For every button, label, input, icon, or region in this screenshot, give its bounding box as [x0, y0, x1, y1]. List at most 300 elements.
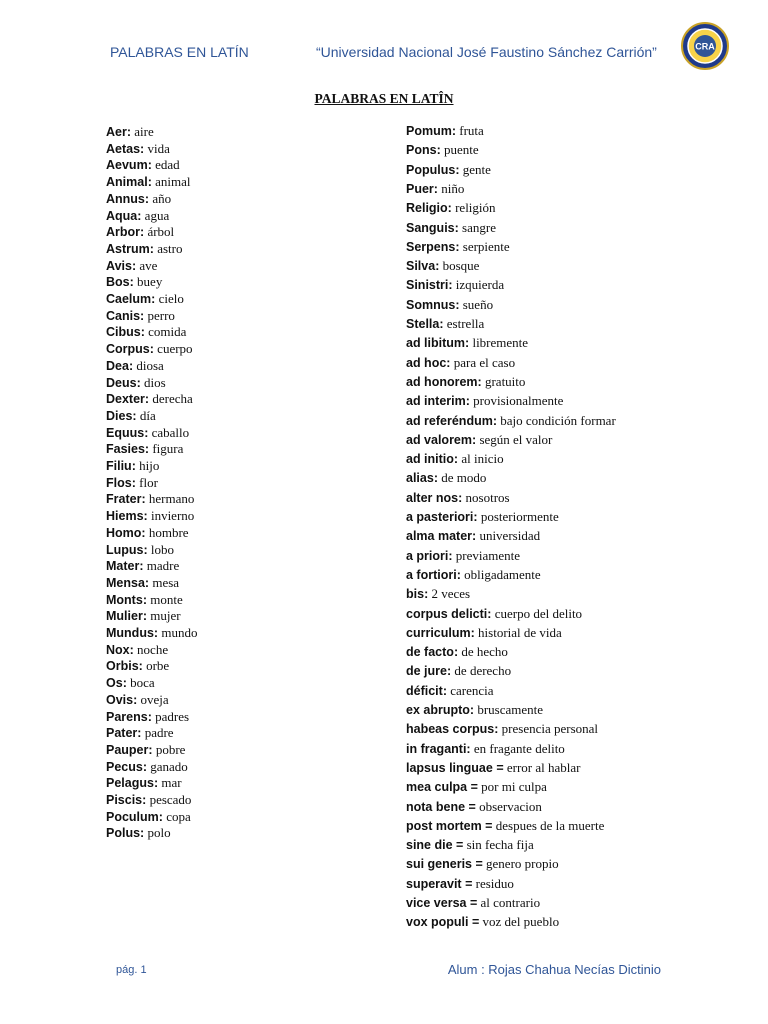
spanish-meaning: padres — [155, 708, 190, 724]
term-separator: : — [153, 776, 159, 791]
glossary-entry — [106, 425, 189, 441]
glossary-entry — [406, 374, 525, 390]
glossary-entry — [406, 490, 510, 506]
term-separator: : — [465, 394, 470, 409]
latin-term: ad initio — [406, 452, 454, 467]
spanish-meaning: oveja — [140, 691, 169, 707]
term-separator: : — [147, 175, 152, 190]
glossary-entry — [406, 470, 486, 486]
term-separator: = — [481, 818, 493, 833]
glossary-entry — [406, 779, 547, 795]
term-separator: = — [467, 780, 478, 795]
latin-term: habeas corpus — [406, 722, 495, 737]
term-separator: : — [494, 722, 499, 737]
glossary-entry — [406, 432, 552, 448]
latin-term: Religio — [406, 201, 448, 216]
term-separator: : — [139, 559, 144, 574]
spanish-meaning: dios — [144, 374, 166, 390]
spanish-meaning: universidad — [479, 528, 541, 544]
spanish-meaning: derecha — [152, 391, 193, 407]
header-doc-title: PALABRAS EN LATÍN — [110, 44, 249, 60]
term-separator: : — [436, 143, 441, 158]
glossary-entry — [106, 625, 197, 641]
latin-term: Stella — [406, 317, 440, 331]
term-separator: : — [138, 659, 143, 674]
spanish-meaning: despues de la muerte — [495, 817, 605, 833]
latin-term: Filiu — [106, 459, 132, 473]
term-separator: : — [158, 809, 163, 824]
term-separator: : — [456, 567, 461, 582]
spanish-meaning: de hecho — [461, 644, 508, 660]
term-separator: : — [153, 626, 159, 640]
spanish-meaning: boca — [130, 675, 155, 691]
latin-term: Sinistri — [406, 278, 449, 293]
glossary-entry — [406, 702, 543, 718]
latin-term: vox populi — [406, 915, 469, 930]
term-separator: : — [128, 358, 134, 373]
spanish-meaning: sueño — [462, 296, 494, 312]
latin-term: ad interim — [406, 394, 466, 409]
glossary-entry — [106, 241, 182, 257]
spanish-meaning: hermano — [148, 491, 195, 507]
spanish-meaning: vida — [147, 140, 170, 156]
glossary-entry — [106, 592, 183, 608]
term-separator: = — [465, 799, 476, 814]
glossary-entry — [106, 775, 182, 791]
term-separator: : — [439, 317, 444, 331]
term-separator: : — [148, 742, 153, 757]
term-separator: : — [451, 124, 457, 138]
latin-term: Puer — [406, 181, 434, 196]
term-separator: : — [448, 548, 453, 563]
spanish-meaning: de modo — [441, 470, 487, 486]
latin-term: Os — [106, 676, 123, 691]
glossary-entry — [106, 324, 186, 340]
latin-term: de jure — [406, 664, 447, 679]
latin-term: vice versa — [406, 896, 467, 910]
term-separator: : — [487, 606, 492, 621]
glossary-entry — [406, 142, 479, 158]
latin-term: Pauper — [106, 742, 149, 757]
glossary-entry — [106, 658, 169, 674]
spanish-meaning: agua — [144, 207, 170, 223]
glossary-entry — [106, 274, 162, 290]
latin-term: Dexter — [106, 392, 145, 407]
university-seal-icon — [681, 22, 729, 70]
latin-term: Dea — [106, 358, 129, 373]
latin-term: Mulier — [106, 609, 143, 624]
term-separator: : — [149, 241, 154, 256]
term-separator: : — [470, 625, 475, 640]
glossary-entry — [406, 818, 604, 834]
term-separator: : — [144, 425, 149, 440]
latin-term: Populus — [406, 162, 456, 177]
latin-term: Equus — [106, 425, 145, 440]
glossary-entry — [406, 625, 562, 641]
spanish-meaning: 2 veces — [431, 586, 471, 602]
term-separator: : — [143, 509, 148, 524]
latin-term: ad honorem — [406, 374, 478, 389]
term-separator: : — [469, 703, 475, 717]
spanish-meaning: para el caso — [453, 354, 516, 370]
glossary-entry — [406, 123, 484, 139]
glossary-entry — [106, 759, 188, 775]
spanish-meaning: noche — [137, 641, 169, 657]
term-separator: : — [492, 413, 498, 428]
spanish-meaning: hijo — [139, 458, 160, 473]
term-separator: : — [433, 471, 438, 486]
spanish-meaning: cielo — [158, 291, 184, 306]
term-separator: : — [447, 664, 452, 679]
glossary-entry — [406, 663, 511, 679]
spanish-meaning: bosque — [442, 258, 480, 274]
glossary-entry — [106, 742, 185, 758]
latin-term: Pelagus — [106, 776, 154, 791]
latin-term: Cibus — [106, 325, 141, 340]
latin-term: Aqua — [106, 208, 138, 223]
spanish-meaning: madre — [146, 558, 180, 574]
spanish-meaning: nosotros — [465, 489, 510, 505]
latin-term: Orbis — [106, 659, 139, 674]
spanish-meaning: puente — [443, 142, 479, 158]
latin-term: Somnus — [406, 297, 456, 312]
spanish-meaning: bajo condición formar — [500, 412, 616, 428]
latin-term: alias — [406, 471, 434, 486]
spanish-meaning: lobo — [150, 541, 175, 557]
latin-term: Homo — [106, 525, 142, 540]
latin-term: Aetas — [106, 141, 141, 156]
spanish-meaning: orbe — [146, 658, 170, 674]
spanish-meaning: previamente — [455, 547, 521, 563]
spanish-meaning: caballo — [151, 424, 190, 440]
spanish-meaning: religión — [455, 200, 496, 216]
latin-term: corpus delicti — [406, 606, 488, 621]
spanish-meaning: cuerpo — [157, 341, 193, 357]
glossary-entry — [106, 358, 164, 374]
latin-term: sine die — [406, 838, 453, 853]
spanish-meaning: pobre — [155, 741, 186, 757]
term-separator: : — [458, 490, 463, 505]
spanish-meaning: cuerpo del delito — [494, 605, 583, 621]
term-separator: = — [452, 838, 464, 853]
spanish-meaning: ave — [139, 257, 158, 273]
glossary-entry — [106, 825, 171, 841]
latin-term: Mensa — [106, 575, 145, 590]
spanish-meaning: error al hablar — [506, 759, 581, 775]
term-separator: : — [142, 592, 147, 607]
spanish-meaning: monte — [150, 591, 183, 607]
term-separator: = — [472, 857, 483, 872]
term-separator: : — [136, 375, 141, 390]
spanish-meaning: provisionalmente — [473, 393, 564, 409]
glossary-entry — [106, 491, 194, 507]
glossary-entry — [106, 258, 157, 274]
spanish-meaning: en fragante delito — [473, 740, 565, 756]
spanish-meaning: residuo — [475, 875, 514, 891]
term-separator: : — [147, 158, 152, 173]
spanish-meaning: comida — [148, 324, 187, 340]
glossary-entry — [106, 642, 168, 658]
spanish-meaning: estrella — [446, 316, 485, 331]
spanish-meaning: obligadamente — [464, 566, 541, 582]
term-separator: : — [140, 308, 145, 323]
spanish-meaning: polo — [147, 825, 171, 841]
latin-term: alma mater — [406, 529, 473, 544]
latin-term: a priori — [406, 548, 449, 563]
term-separator: : — [140, 225, 145, 240]
term-separator: = — [461, 876, 473, 891]
glossary-entry — [406, 239, 510, 255]
spanish-meaning: al contrario — [480, 895, 541, 910]
glossary-entry — [106, 208, 169, 224]
glossary-entry — [406, 335, 528, 351]
term-separator: : — [142, 609, 147, 624]
svg-text:CRA: CRA — [695, 41, 715, 52]
term-separator: = — [492, 760, 504, 775]
glossary-entry — [106, 608, 181, 624]
latin-term: Silva — [406, 259, 436, 274]
term-separator: : — [453, 645, 459, 660]
glossary-entry — [106, 525, 189, 541]
glossary-entry — [406, 586, 470, 602]
term-separator: : — [149, 342, 154, 357]
latin-term: lapsus linguae — [406, 760, 493, 775]
glossary-entry — [406, 644, 508, 660]
glossary-entry — [406, 683, 494, 699]
spanish-meaning: flor — [139, 474, 158, 490]
glossary-entry — [106, 224, 174, 240]
latin-term: nota bene — [406, 799, 466, 814]
glossary-entry — [406, 799, 542, 815]
term-separator: : — [448, 278, 453, 293]
term-separator: : — [131, 459, 136, 473]
spanish-meaning: historial de vida — [478, 624, 562, 640]
spanish-meaning: aire — [134, 124, 154, 139]
term-separator: : — [140, 141, 145, 156]
term-separator: : — [472, 529, 477, 544]
glossary-entry — [106, 157, 180, 173]
glossary-entry — [106, 308, 175, 324]
glossary-entry — [106, 191, 171, 207]
latin-term: Bos — [106, 275, 130, 290]
glossary-entry — [106, 291, 184, 307]
term-separator: : — [151, 292, 156, 306]
spanish-meaning: niño — [441, 180, 465, 196]
term-separator: : — [473, 510, 478, 524]
spanish-meaning: ganado — [150, 758, 188, 774]
term-separator: : — [455, 239, 460, 254]
term-separator: : — [455, 297, 460, 312]
latin-term: sui generis — [406, 857, 472, 872]
spanish-meaning: carencia — [450, 682, 494, 698]
glossary-entry — [406, 258, 479, 274]
glossary-entry — [406, 509, 559, 525]
glossary-entry — [106, 124, 154, 140]
glossary-entry — [106, 575, 179, 591]
latin-term: Hiems — [106, 509, 144, 524]
latin-term: Pomum — [406, 124, 452, 138]
spanish-meaning: observacion — [479, 798, 542, 814]
glossary-entry — [406, 181, 464, 197]
glossary-entry — [406, 837, 534, 853]
latin-term: post mortem — [406, 818, 482, 833]
author-credit: Alum : Rojas Chahua Necías Dictinio — [447, 962, 661, 977]
glossary-entry — [106, 391, 193, 407]
glossary-entry — [406, 856, 559, 872]
spanish-meaning: genero propio — [486, 856, 559, 872]
latin-term: Nox — [106, 642, 130, 657]
spanish-meaning: hombre — [148, 524, 189, 540]
glossary-entry — [406, 914, 559, 930]
term-separator: : — [477, 374, 482, 389]
glossary-entry — [406, 297, 493, 313]
term-separator: : — [144, 575, 150, 590]
latin-term: Astrum — [106, 241, 150, 256]
latin-term: Ovis — [106, 692, 134, 707]
term-separator: : — [131, 258, 137, 273]
term-separator: = — [466, 896, 478, 910]
glossary-entry — [406, 200, 496, 216]
latin-term: Parens — [106, 709, 148, 724]
term-separator: : — [141, 492, 146, 507]
glossary-entry — [406, 451, 504, 467]
glossary-entry — [106, 542, 174, 558]
spanish-meaning: gratuito — [484, 373, 526, 389]
latin-term: Lupus — [106, 542, 144, 557]
term-separator: : — [446, 355, 451, 370]
spanish-meaning: por mi culpa — [481, 779, 547, 795]
spanish-meaning: perro — [147, 307, 175, 323]
spanish-meaning: animal — [155, 174, 191, 190]
latin-term: Corpus — [106, 342, 150, 357]
term-separator: : — [144, 191, 150, 206]
spanish-meaning: mujer — [150, 608, 181, 624]
term-separator: : — [144, 392, 150, 407]
term-separator: : — [454, 220, 459, 235]
spanish-meaning: presencia personal — [501, 721, 599, 737]
spanish-meaning: sangre — [462, 219, 496, 235]
spanish-meaning: mar — [161, 775, 182, 791]
term-separator: : — [466, 741, 471, 756]
glossary-entry — [106, 792, 191, 808]
latin-term: Fasies — [106, 442, 145, 457]
term-separator: : — [442, 683, 447, 698]
glossary-entry — [106, 141, 170, 157]
term-separator: : — [140, 826, 145, 841]
latin-term: Monts — [106, 592, 143, 607]
glossary-entry — [406, 895, 540, 911]
term-separator: : — [137, 726, 142, 741]
spanish-meaning: de derecho — [454, 663, 512, 679]
latin-term: Caelum — [106, 292, 152, 306]
glossary-entry — [106, 709, 189, 725]
glossary-entry — [406, 606, 582, 622]
glossary-entry — [406, 162, 491, 178]
term-separator: : — [137, 208, 142, 223]
latin-term: Aevum — [106, 158, 148, 173]
latin-term: in fraganti — [406, 741, 467, 756]
spanish-meaning: figura — [152, 441, 184, 457]
spanish-meaning: día — [139, 407, 156, 423]
latin-term: alter nos — [406, 490, 459, 505]
spanish-meaning: al inicio — [461, 451, 504, 467]
latin-term: ad libitum — [406, 336, 466, 351]
spanish-meaning: voz del pueblo — [482, 914, 560, 930]
glossary-entry — [106, 408, 156, 424]
term-separator: : — [142, 759, 148, 774]
latin-term: mea culpa — [406, 780, 468, 795]
latin-term: Poculum — [106, 809, 159, 824]
latin-term: ex abrupto — [406, 703, 470, 717]
term-separator: : — [433, 181, 438, 196]
term-separator: : — [472, 432, 477, 447]
latin-term: superavit — [406, 876, 462, 891]
glossary-entry — [406, 760, 581, 776]
latin-term: bis — [406, 587, 425, 602]
glossary-entry — [106, 458, 159, 474]
spanish-meaning: árbol — [147, 224, 175, 240]
spanish-meaning: gente — [462, 161, 491, 177]
spanish-meaning: buey — [137, 274, 163, 290]
glossary-entry — [406, 876, 514, 892]
latin-term: a pasteriori — [406, 510, 474, 524]
latin-term: a fortiori — [406, 567, 457, 582]
glossary-entry — [406, 393, 563, 409]
latin-term: de facto — [406, 645, 454, 660]
glossary-entry — [106, 558, 179, 574]
glossary-entry — [106, 341, 193, 357]
latin-term: Flos — [106, 475, 132, 490]
glossary-entry — [406, 413, 616, 429]
glossary-entry — [406, 355, 515, 371]
latin-term: Piscis — [106, 793, 143, 807]
glossary-entry — [106, 174, 191, 190]
latin-term: Avis — [106, 258, 132, 273]
spanish-meaning: diosa — [136, 357, 164, 373]
latin-term: Mundus — [106, 626, 154, 640]
glossary-entry — [106, 375, 166, 391]
page-title: PALABRAS EN LATÎN — [314, 91, 454, 106]
term-separator: : — [131, 475, 136, 490]
spanish-meaning: año — [152, 190, 172, 206]
latin-term: Mater — [106, 559, 140, 574]
spanish-meaning: posteriormente — [480, 509, 559, 524]
latin-term: Aer — [106, 125, 127, 139]
latin-term: Annus — [106, 191, 145, 206]
glossary-entry — [406, 721, 598, 737]
glossary-entry — [106, 675, 155, 691]
term-separator: : — [140, 325, 145, 340]
glossary-entry — [406, 528, 540, 544]
term-separator: : — [435, 259, 440, 274]
term-separator: : — [455, 162, 460, 177]
glossary-entry — [406, 741, 565, 757]
term-separator: : — [447, 201, 452, 216]
spanish-meaning: bruscamente — [477, 702, 544, 717]
spanish-meaning: padre — [144, 725, 174, 741]
glossary-entry — [406, 220, 496, 236]
term-separator: : — [453, 452, 459, 467]
spanish-meaning: astro — [157, 240, 183, 256]
latin-term: Arbor — [106, 225, 141, 240]
latin-term: Frater — [106, 492, 142, 507]
latin-term: curriculum — [406, 625, 471, 640]
term-separator: : — [147, 709, 152, 724]
spanish-meaning: mundo — [161, 625, 198, 640]
term-separator: : — [122, 676, 127, 691]
latin-term: Deus — [106, 375, 137, 390]
glossary-entry — [406, 277, 504, 293]
